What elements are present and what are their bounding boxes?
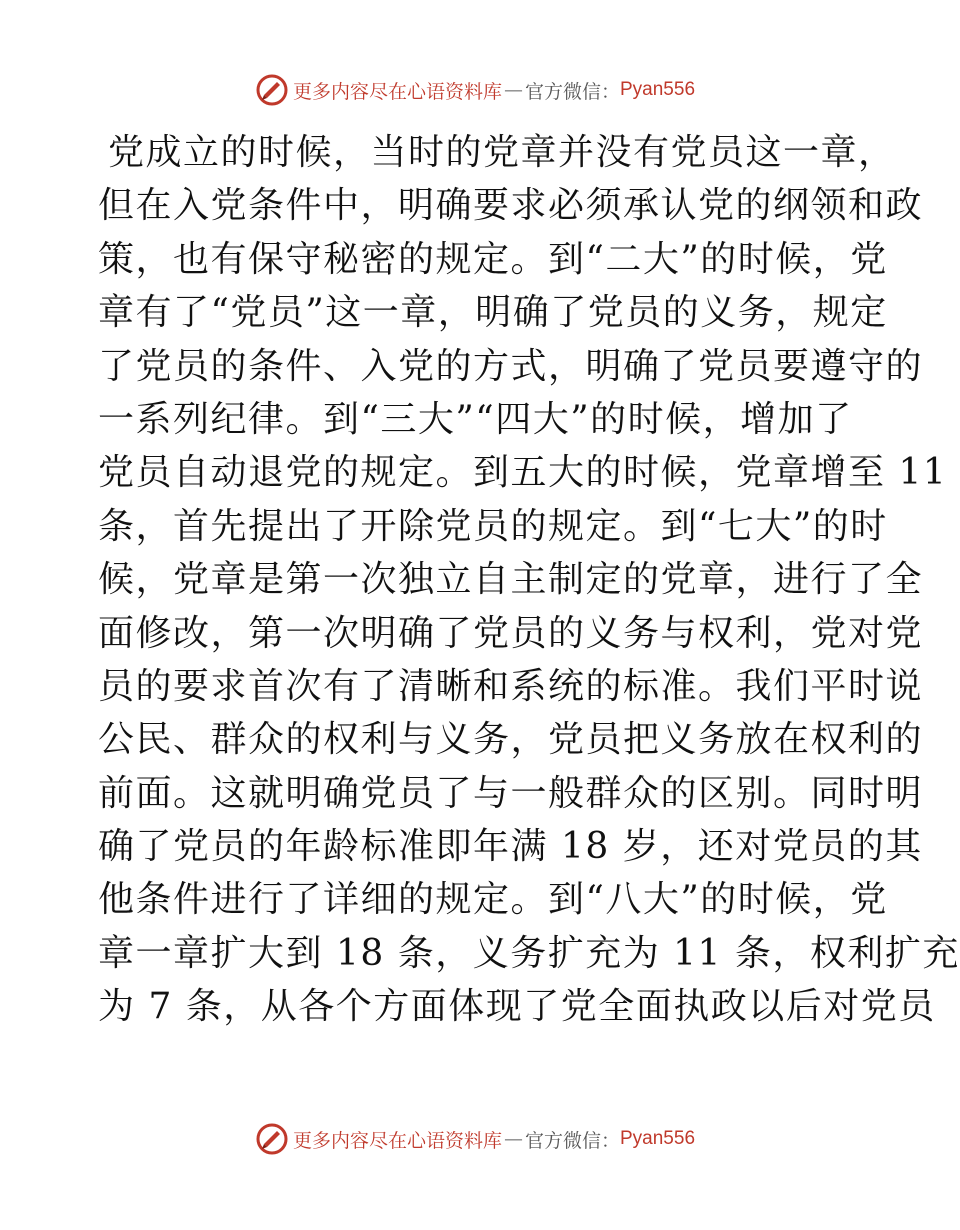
text-line: 公民、群众的权利与义务，党员把义务放在权利的 [98,719,924,761]
text-line: 条，首先提出了开除党员的规定。到“七大”的时 [98,505,888,547]
watermark-header [0,73,950,107]
text-line: 但在入党条件中，明确要求必须承认党的纲领和政 [98,185,924,227]
watermark-label: 官方微信： [524,80,620,103]
text-line: 章有了“党员”这一章，明确了党员的义务，规定 [98,292,888,334]
text-line: 一系列纪律。到“三大”“四大”的时候，增加了 [98,398,853,440]
text-line: 党员自动退党的规定。到五大的时候，党章增至 11 [98,452,948,494]
text-line: 确了党员的年龄标准即年满 18 岁，还对党员的其 [98,826,923,868]
watermark-separator: — [503,79,523,101]
text-line: 前面。这就明确党员了与一般群众的区别。同时明 [98,772,924,814]
logo-icon [255,73,289,107]
text-line: 策，也有保守秘密的规定。到“二大”的时候，党 [98,238,888,280]
watermark-main-text: 更多内容尽在心语资料库 [292,1129,502,1152]
watermark-label: 官方微信： [524,1129,620,1152]
text-line: 党成立的时候，当时的党章并没有党员这一章， [108,132,896,173]
text-line: 章一章扩大到 18 条，义务扩充为 11 条，权利扩充 [98,932,960,974]
text-line: 为 7 条，从各个方面体现了党全面执政以后对党员 [98,986,936,1028]
watermark-wechat-id: Pyan556 [620,1128,696,1149]
watermark-wechat-id: Pyan556 [620,79,696,100]
watermark-main-text: 更多内容尽在心语资料库 [292,80,502,103]
text-line: 他条件进行了详细的规定。到“八大”的时候，党 [98,879,888,921]
document-body [98,126,960,1034]
text-line: 面修改，第一次明确了党员的义务与权利，党对党 [98,612,924,654]
logo-icon [255,1122,289,1156]
text-line: 了党员的条件、入党的方式，明确了党员要遵守的 [98,345,924,387]
text-line: 员的要求首次有了清晰和系统的标准。我们平时说 [98,665,924,707]
watermark-footer [0,1122,950,1156]
text-line: 候，党章是第一次独立自主制定的党章，进行了全 [98,559,924,601]
watermark-separator: — [503,1128,523,1150]
